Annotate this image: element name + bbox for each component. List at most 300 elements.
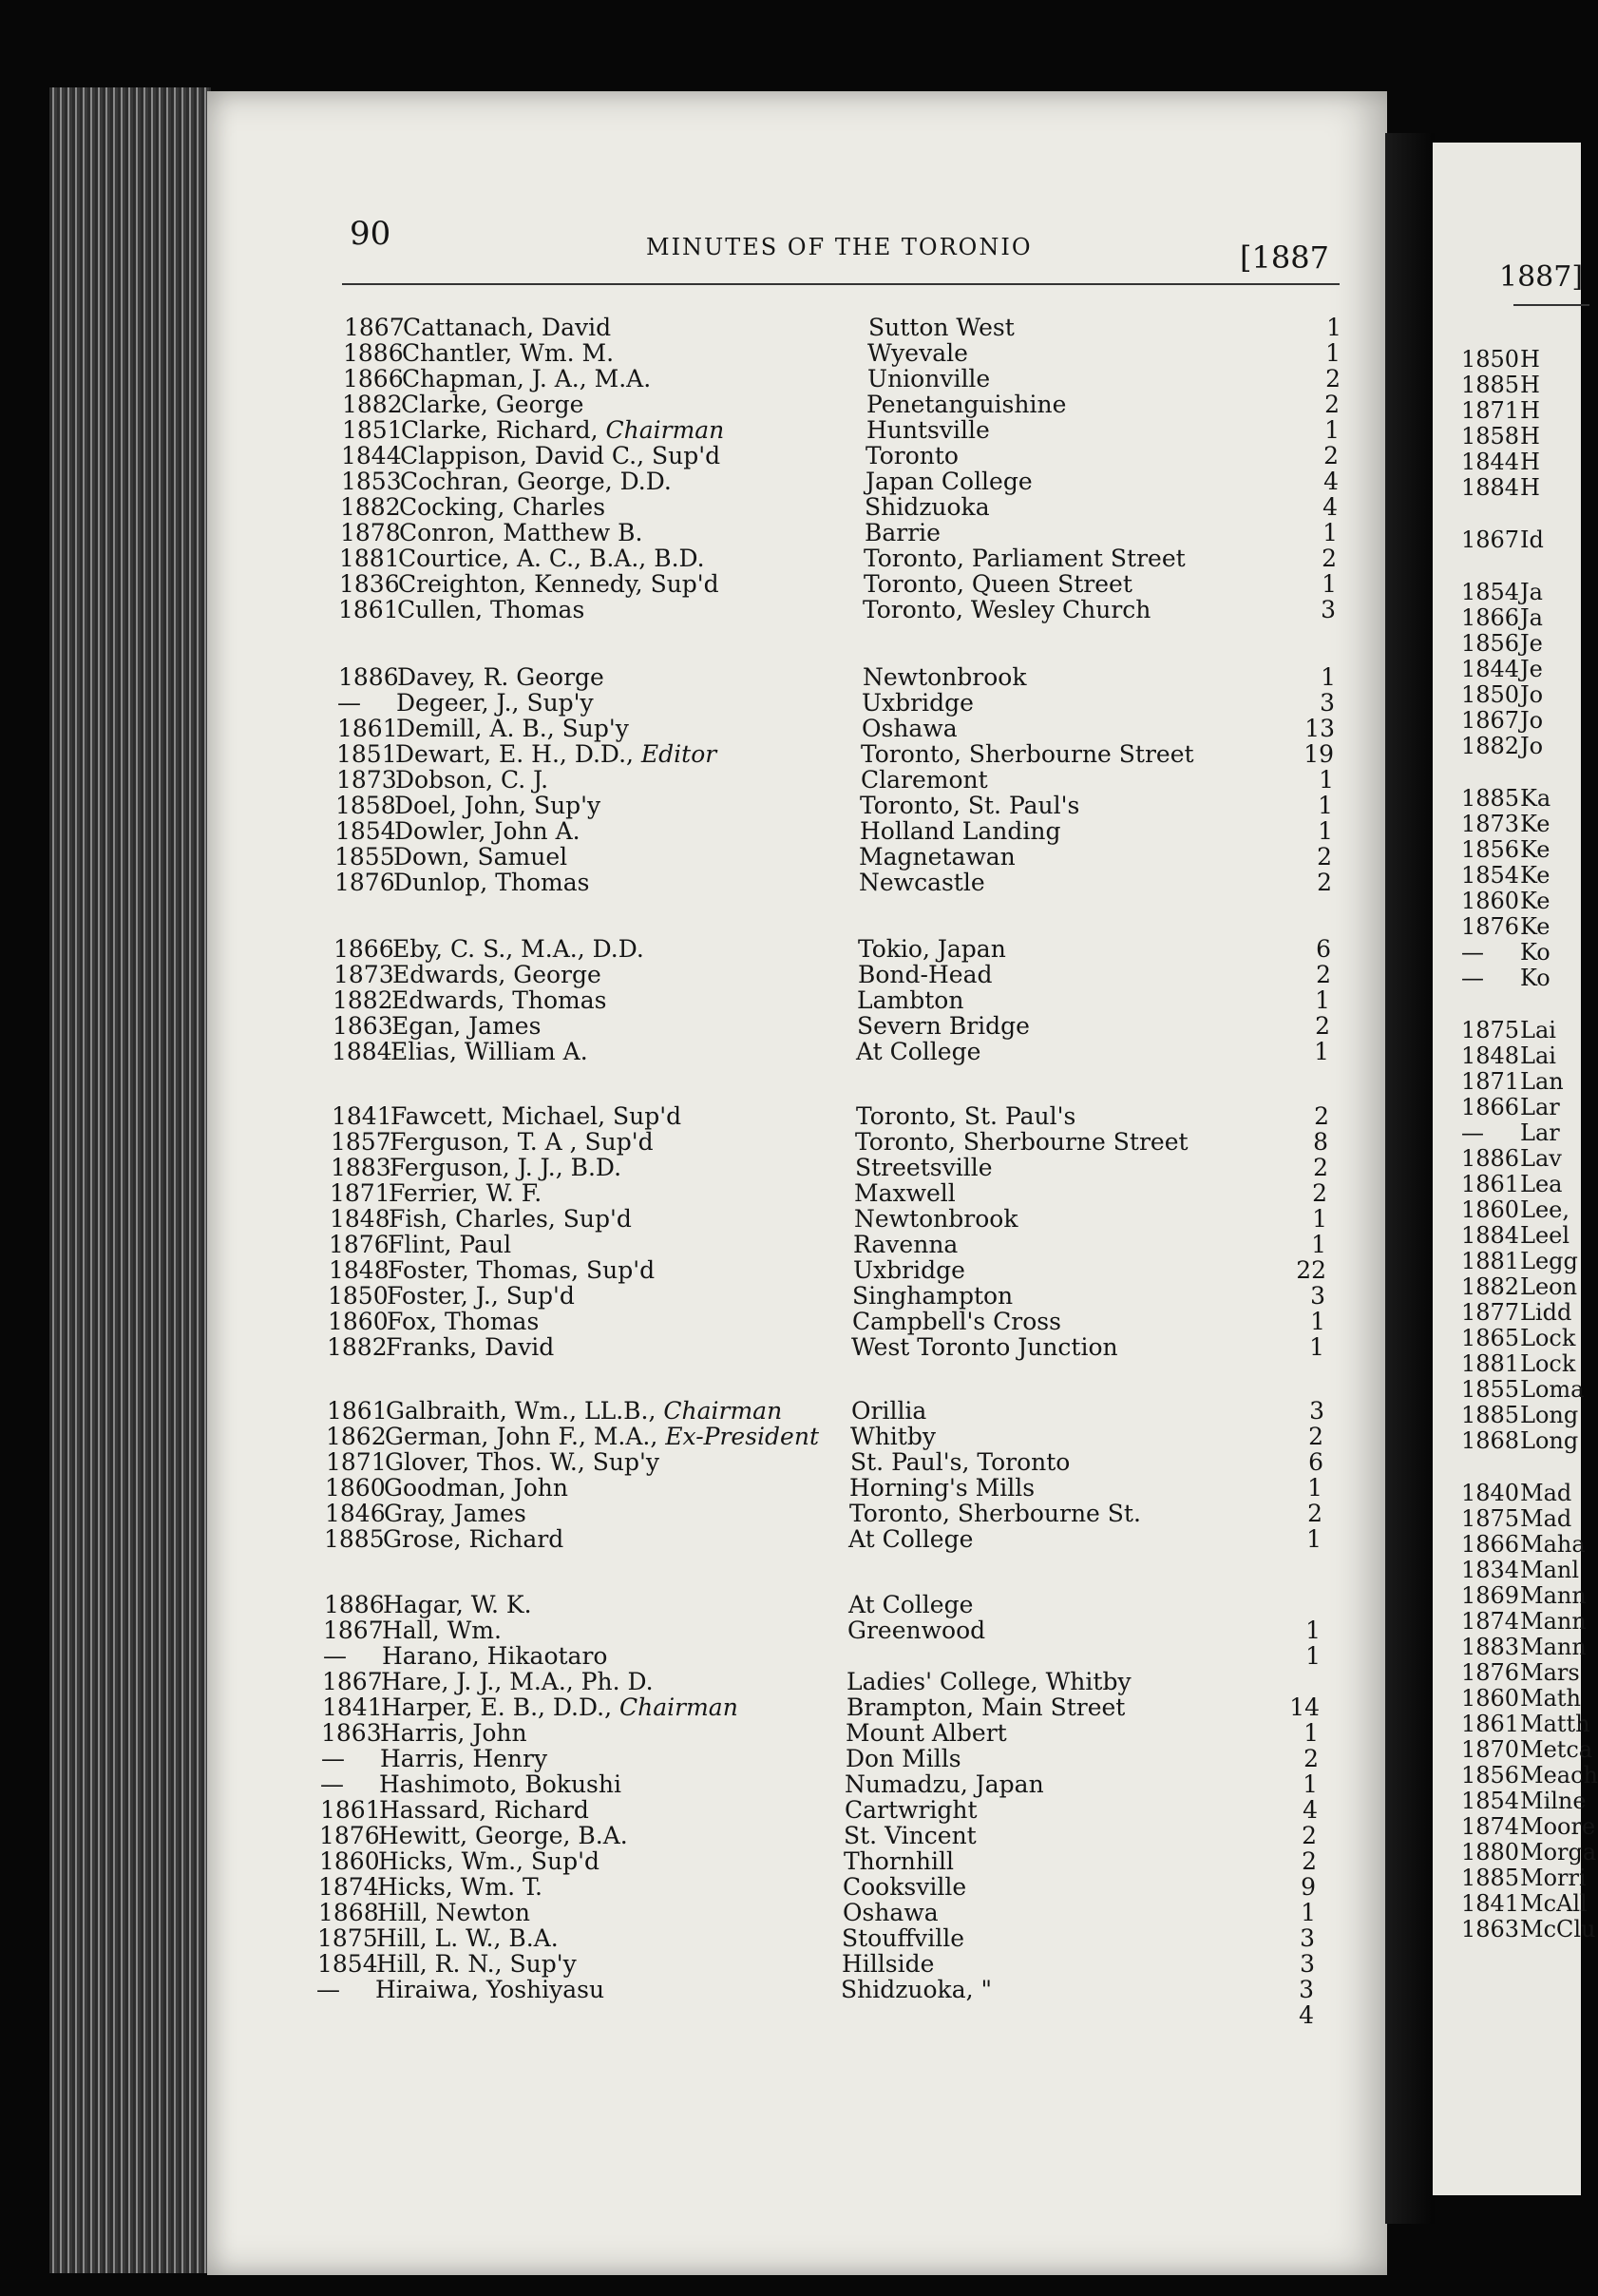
facing-entry [1461,1299,1571,1326]
entry-name [394,794,600,818]
facing-entry-year: 1883 [1461,1634,1520,1660]
entry-name [398,572,719,597]
facing-entry-year: 1873 [1461,811,1520,837]
entry-name [399,495,605,520]
facing-entry-year: — [1461,1119,1484,1146]
minister-entry [338,665,1345,690]
entry-station: Campbell's Cross [852,1308,1061,1335]
entry-name [395,742,716,767]
facing-entry-name: Leel [1520,1222,1570,1249]
entry-year: 1844 [341,442,402,469]
entry-station: Oshawa [843,1899,939,1926]
facing-entry [1461,785,1550,812]
entry-station: West Toronto Junction [851,1333,1118,1361]
entry-name [391,1014,541,1039]
entry-name [396,691,594,716]
entry-name-text: Cocking, Charles [399,493,606,521]
facing-entry [1461,862,1550,889]
minister-entry [332,1040,1339,1064]
entry-name [387,1310,539,1334]
entry-year: 1846 [325,1500,386,1527]
facing-entry [1461,1094,1560,1120]
facing-entry [1461,1659,1580,1686]
facing-entry-year: 1880 [1461,1839,1520,1866]
entry-station: At College [848,1525,974,1553]
entry-name-text: Hewitt, George, B.A. [378,1822,628,1849]
entry-name [395,768,548,793]
facing-entry-year: 1863 [1461,1916,1520,1942]
entry-name [396,717,629,741]
facing-entry-year: 1844 [1461,656,1520,682]
facing-entry [1461,1017,1556,1043]
facing-entry-year: — [1461,939,1484,966]
facing-entry [1461,1557,1579,1583]
entry-name [379,1772,621,1797]
facing-entry [1461,526,1544,553]
facing-entry-name: Long [1520,1427,1579,1454]
facing-entry-year: 1869 [1461,1582,1520,1609]
entry-years-count: 1 [1314,1038,1329,1065]
entry-year: 1862 [326,1423,387,1450]
facing-entry-year: 1850 [1461,681,1520,708]
entry-name [390,1156,621,1180]
book-page-edges [49,87,211,2273]
entry-name [403,316,611,340]
facing-entry-name: Matth [1520,1711,1590,1737]
entry-years-count: 22 [1296,1256,1326,1284]
entry-year: 1841 [322,1693,383,1721]
entry-years-count: 2 [1312,1179,1327,1207]
facing-entry [1461,1813,1595,1840]
entry-years-count: 2 [1303,1745,1319,1772]
facing-entry-name: Manl [1520,1557,1580,1583]
facing-entry-name: Lai [1520,1043,1556,1069]
entry-name [380,1747,547,1771]
entry-years-count: 2 [1316,961,1331,988]
facing-entry [1461,888,1550,914]
entry-name [375,1978,604,2002]
entry-years-count: 1 [1321,663,1336,691]
entry-name [402,367,651,392]
entry-years-count: 4 [1323,468,1339,495]
facing-entry-name: Loma [1520,1376,1585,1403]
entry-year: 1875 [317,1924,378,1952]
minister-entry [316,2003,1323,2028]
entry-years-count: 8 [1313,1128,1328,1156]
entry-station: Lambton [857,986,964,1014]
page-number: 90 [350,215,391,253]
entry-name [382,1618,502,1643]
entry-year: — [321,1745,345,1772]
facing-entry-name: H [1520,346,1540,373]
entry-name-text: Courtice, A. C., B.A., B.D. [398,545,705,572]
entry-name [384,1502,526,1526]
entry-office: Chairman [598,416,725,444]
entry-station: Toronto, Sherbourne St. [849,1500,1141,1527]
facing-entry [1461,1196,1569,1223]
entry-name-text: Ferrier, W. F. [389,1179,542,1207]
facing-entry-year: 1876 [1461,913,1520,940]
facing-entry-name: Metca [1520,1736,1593,1763]
entry-station: Mount Albert [846,1719,1007,1747]
entry-station: Toronto, St. Paul's [860,792,1080,819]
entry-year: 1860 [328,1308,389,1335]
facing-entry [1461,707,1543,734]
entry-station: Toronto, Wesley Church [863,596,1151,623]
minister-entry [328,1310,1335,1334]
entry-year: 1861 [337,715,398,742]
facing-entry-name: McAll [1520,1890,1588,1917]
entry-name [386,1399,782,1424]
entry-name-text: Hill, Newton [377,1899,530,1926]
facing-entry-name: Lea [1520,1171,1563,1197]
entry-years-count: 1 [1324,416,1340,444]
entry-year: 1882 [340,493,401,521]
entry-name-text: Creighton, Kennedy, Sup'd [398,570,719,598]
entry-station: Numadzu, Japan [845,1770,1044,1798]
entry-name [392,937,644,962]
entry-station: Japan College [866,468,1033,495]
entry-name-text: Hagar, W. K. [383,1591,532,1618]
entry-station: Toronto, St. Paul's [856,1102,1076,1130]
facing-entry [1461,449,1540,475]
entry-years-count: 1 [1307,1474,1322,1502]
entry-year: 1836 [339,570,400,598]
facing-entry-year: 1866 [1461,604,1520,631]
minister-entry [326,1425,1333,1449]
minister-entry [342,418,1349,443]
facing-entry-name: H [1520,474,1540,501]
minister-entry [340,521,1347,545]
entry-year: 1867 [322,1668,383,1695]
minister-entry [337,691,1344,716]
entry-name-text: Cattanach, David [403,314,612,341]
entry-year: 1883 [331,1154,391,1181]
entry-year: 1861 [320,1796,381,1824]
facing-entry [1461,1068,1564,1095]
facing-entry-year: 1868 [1461,1427,1520,1454]
facing-entry-year: 1885 [1461,785,1520,812]
entry-name-text: Foster, Thomas, Sup'd [388,1256,656,1284]
entry-years-count: 1 [1325,339,1341,367]
entry-name [384,1476,568,1501]
facing-entry [1461,474,1540,501]
facing-entry [1461,630,1543,657]
facing-entry [1461,681,1543,708]
facing-entry [1461,836,1550,863]
facing-entry-year: — [1461,965,1484,991]
entry-years-count: 1 [1303,1770,1318,1798]
facing-entry-year: 1850 [1461,346,1520,373]
entry-name-text: Edwards, George [392,961,601,988]
entry-name [394,819,580,844]
entry-year: 1848 [329,1256,390,1284]
entry-year: 1861 [338,596,399,623]
entry-name-text: Harper, E. B., D.D., [381,1693,613,1721]
entry-year: 1871 [326,1448,387,1476]
entry-name-text: Hall, Wm. [382,1617,502,1644]
entry-year: 1876 [329,1231,390,1258]
entry-year: 1848 [330,1205,390,1233]
entry-station: Tokio, Japan [858,935,1006,963]
entry-years-count: 3 [1300,1924,1315,1952]
facing-entry-name: Lidd [1520,1299,1572,1326]
facing-entry [1461,1608,1587,1635]
entry-years-count: 2 [1325,365,1341,392]
entry-name-text: Hashimoto, Bokushi [379,1770,621,1798]
entry-station: Greenwood [847,1617,986,1644]
entry-years-count: 2 [1313,1154,1328,1181]
entry-years-count: 3 [1300,1950,1315,1978]
facing-entry-name: Ko [1520,939,1550,966]
entry-name [383,1593,532,1617]
entry-year: 1884 [332,1038,392,1065]
facing-entry-year: 1841 [1461,1890,1520,1917]
minister-entry [341,444,1348,469]
facing-entry-name: Mars [1520,1659,1580,1686]
entry-name [397,665,604,690]
minister-entry [335,819,1342,844]
entry-years-count: 4 [1299,2001,1314,2029]
entry-name [387,1284,575,1309]
facing-entry-year: 1844 [1461,449,1520,475]
entry-year: 1886 [324,1591,385,1618]
entry-year: 1885 [324,1525,385,1553]
facing-page [1433,143,1598,2195]
facing-entry-year: 1867 [1461,707,1520,734]
minister-entry [342,392,1349,417]
entry-name [392,963,601,987]
facing-entry-name: Jo [1520,681,1544,708]
entry-name [386,1335,554,1360]
facing-entry-year: 1848 [1461,1043,1520,1069]
facing-entry-name: Lan [1520,1068,1564,1095]
entry-station: Ladies' College, Whitby [847,1668,1132,1695]
entry-year: 1866 [343,365,404,392]
entry-name-text: Harris, John [380,1719,527,1747]
facing-entry-year: 1874 [1461,1813,1520,1840]
entry-year: 1867 [323,1617,384,1644]
entry-name [390,1104,681,1129]
facing-entry-year: 1870 [1461,1736,1520,1763]
facing-entry-name: Mann [1520,1608,1587,1635]
facing-entry [1461,1531,1586,1558]
entry-name [379,1798,589,1823]
entry-name [399,521,642,545]
entry-name [397,598,584,622]
facing-entry-year: 1861 [1461,1171,1520,1197]
facing-entry-name: Mann [1520,1582,1587,1609]
minister-entry [331,1130,1338,1155]
entry-office: Editor [633,740,717,768]
entry-name-text: Harano, Hikaotaro [382,1642,608,1670]
entry-name-text: Clappison, David C., Sup'd [400,442,721,469]
entry-station: Stouffville [842,1924,964,1952]
facing-entry [1461,1145,1562,1172]
entry-years-count: 3 [1321,596,1336,623]
entry-year: 1886 [338,663,399,691]
minister-entry [344,316,1351,340]
entry-years-count: 1 [1318,792,1333,819]
facing-entry-year: 1860 [1461,888,1520,914]
entry-years-count: 1 [1305,1642,1321,1670]
minister-entry [332,1104,1339,1129]
facing-entry-name: Leon [1520,1273,1578,1300]
entry-year: 1876 [319,1822,380,1849]
facing-entry [1461,1634,1587,1660]
entry-years-count: 2 [1315,1012,1330,1040]
facing-entry [1461,1273,1577,1300]
entry-name-text: Hare, J. J., M.A., Ph. D. [381,1668,654,1695]
entry-year: 1863 [333,1012,393,1040]
entry-name-text: Ferguson, J. J., B.D. [390,1154,622,1181]
facing-entry [1461,346,1540,373]
facing-entry-name: Morga [1520,1839,1597,1866]
minister-entry [334,845,1341,870]
facing-entry-year: 1854 [1461,579,1520,605]
facing-entry-name: Lee, [1520,1196,1569,1223]
entry-year: 1874 [318,1873,379,1901]
entry-name-text: Dobson, C. J. [395,766,549,794]
entry-years-count: 19 [1303,740,1334,768]
entry-name [389,1207,632,1232]
entry-station: Cooksville [843,1873,967,1901]
entry-station: Severn Bridge [857,1012,1030,1040]
entry-years-count: 1 [1306,1525,1322,1553]
entry-name-text: Grose, Richard [383,1525,564,1553]
facing-entry-year: 1885 [1461,1865,1520,1891]
entry-name-text: Harris, Henry [380,1745,548,1772]
entry-years-count: 3 [1299,1976,1314,2003]
entry-name-text: Fish, Charles, Sup'd [389,1205,632,1233]
facing-entry-year: 1884 [1461,1222,1520,1249]
facing-entry-name: Milne [1520,1788,1587,1814]
entry-name-text: Hill, R. N., Sup'y [376,1950,577,1978]
entry-year: — [337,689,361,717]
entry-name [390,1130,654,1155]
entry-name [377,1901,530,1925]
entry-year: — [316,1976,340,2003]
entry-year: 1841 [332,1102,392,1130]
facing-entry-year: 1861 [1461,1711,1520,1737]
entry-name [393,845,567,870]
entry-station: Magnetawan [859,843,1016,871]
entry-name-text: Doel, John, Sup'y [394,792,601,819]
entry-years-count: 3 [1309,1397,1324,1425]
entry-year: 1854 [317,1950,378,1978]
minister-entry [317,1952,1324,1977]
entry-station: Uxbridge [862,689,974,717]
entry-year: 1851 [342,416,403,444]
facing-entry-year: 1834 [1461,1557,1520,1583]
entry-years-count: 6 [1316,935,1331,963]
facing-entry-name: Jo [1520,733,1544,759]
facing-entry [1461,397,1540,424]
entry-year: 1863 [321,1719,382,1747]
facing-entry-name: Lar [1520,1119,1560,1146]
entry-station: Ravenna [853,1231,959,1258]
entry-station: Holland Landing [860,817,1061,845]
entry-name [376,1926,559,1951]
entry-station: Don Mills [846,1745,961,1772]
entry-name [381,1695,738,1720]
entry-years-count: 1 [1310,1308,1325,1335]
facing-entry-year: 1876 [1461,1659,1520,1686]
minister-entry [336,768,1343,793]
entry-year: 1878 [340,519,401,546]
facing-entry-year: 1856 [1461,1762,1520,1789]
entry-name-text: Ferguson, T. A , Sup'd [390,1128,654,1156]
entry-station: Shidzuoka, " [841,1976,992,2003]
entry-years-count: 1 [1319,766,1334,794]
entry-years-count: 1 [1303,1719,1319,1747]
facing-entry-name: Je [1520,656,1543,682]
facing-entry [1461,913,1550,940]
facing-entry-name: Je [1520,630,1543,657]
facing-page-rule [1513,304,1589,306]
entry-station: Shidzuoka [865,493,990,521]
entry-year: 1873 [336,766,397,794]
entry-name-text: Dewart, E. H., D.D., [395,740,634,768]
entry-station: Horning's Mills [849,1474,1036,1502]
facing-entry-name: Lock [1520,1350,1576,1377]
facing-entry [1461,1350,1575,1377]
facing-entry-name: Long [1520,1402,1579,1428]
entry-name-text: Degeer, J., Sup'y [396,689,594,717]
facing-entry-year: 1854 [1461,862,1520,889]
minister-entry [321,1721,1328,1746]
entry-name-text: Conron, Matthew B. [399,519,643,546]
entry-station: Toronto, Queen Street [864,570,1132,598]
facing-entry-name: Jo [1520,707,1544,734]
minister-entry [333,1014,1340,1039]
facing-entry [1461,1916,1596,1942]
entry-station: Toronto, Sherbourne Street [861,740,1194,768]
entry-years-count: 2 [1323,442,1339,469]
facing-entry-name: Lock [1520,1325,1576,1351]
entry-years-count: 3 [1310,1282,1325,1310]
entry-station: Maxwell [854,1179,956,1207]
entry-station: Thornhill [844,1847,954,1875]
entry-name [391,988,607,1013]
entry-name [400,444,720,469]
minister-entry [337,717,1344,741]
facing-entry-name: H [1520,372,1540,398]
entry-years-count: 6 [1308,1448,1323,1476]
entry-year: 1851 [336,740,397,768]
facing-entry [1461,1505,1571,1532]
facing-entry-name: Ke [1520,862,1550,889]
facing-entry [1461,1119,1560,1146]
minister-entry [316,1978,1323,2002]
minister-entry [317,1926,1324,1951]
entry-years-count: 2 [1314,1102,1329,1130]
entry-name-text: Glover, Thos. W., Sup'y [385,1448,659,1476]
entry-years-count: 4 [1322,493,1338,521]
entry-name-text: Goodman, John [384,1474,568,1502]
entry-station: Huntsville [866,416,990,444]
entry-year: 1860 [325,1474,386,1502]
entry-station: Barrie [865,519,941,546]
facing-entry-year: 1865 [1461,1325,1520,1351]
facing-entry-year: 1860 [1461,1685,1520,1712]
entry-name-text: Eby, C. S., M.A., D.D. [392,935,644,963]
facing-entry-name: Ke [1520,836,1550,863]
running-title: MINUTES OF THE TORONIO [646,234,1033,260]
running-year: [1887 [1240,239,1329,276]
facing-entry [1461,965,1550,991]
facing-entry-name: H [1520,449,1540,475]
